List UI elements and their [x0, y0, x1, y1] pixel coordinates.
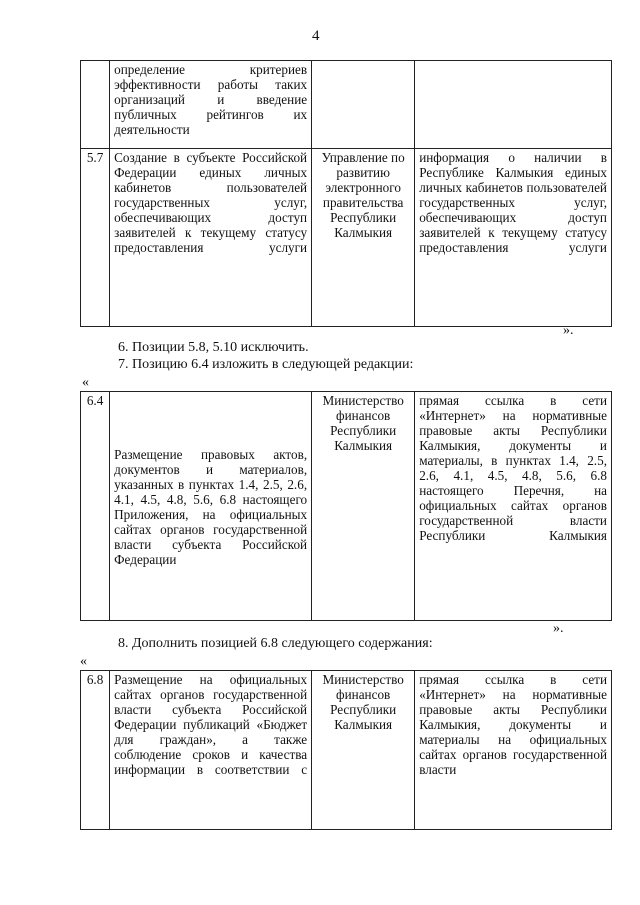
table-section-5: [80, 60, 612, 327]
table-row: [81, 671, 612, 830]
row-responsible: Министерство финансов Республики Калмыкия: [312, 671, 415, 830]
table-row: [81, 61, 612, 149]
row-responsible: [312, 61, 415, 149]
paragraph-8: 8. Дополнить позицией 6.8 следующего содержания:: [118, 636, 433, 651]
row-description: Создание в субъекте Российской Федерации единых личных кабинетов пользователей государственных услуг, обеспечивающих доступ заявителей к текущему статусу предоставления услуги: [110, 149, 312, 327]
closing-quote: ».: [563, 323, 574, 338]
row-number: 6.4: [81, 392, 110, 621]
table-position-6-8: [80, 670, 612, 830]
row-number: [81, 61, 110, 149]
paragraph-6: 6. Позиции 5.8, 5.10 исключить.: [118, 340, 309, 355]
table-row: [81, 149, 612, 327]
row-responsible: Управление по развитию электронного правительства Республики Калмыкия: [312, 149, 415, 327]
row-description: Размещение правовых актов, документов и материалов, указанных в пунктах 1.4, 2.5, 2.6, 4.1, 4.5, 4.8, 5.6, 6.8 настоящего Приложения, на официальных сайтах органов государственной власти субъекта Российской Федерации: [110, 392, 312, 621]
row-indicator: прямая ссылка в сети «Интернет» на нормативные правовые акты Республики Калмыкия, документы и материалы, в пунктах 1.4, 2.5, 2.6, 4.1, 4.5, 4.8, 5.6, 6.8 настоящего Перечня, на официальных сайтах органов государственной власти Республики Калмыкия: [415, 392, 612, 621]
opening-quote: «: [80, 654, 87, 669]
row-indicator: [415, 61, 612, 149]
table-position-6-4: [80, 391, 612, 621]
row-number: 5.7: [81, 149, 110, 327]
row-responsible: Министерство финансов Республики Калмыкия: [312, 392, 415, 621]
table-row: [81, 392, 612, 621]
row-number: 6.8: [81, 671, 110, 830]
row-indicator: прямая ссылка в сети «Интернет» на нормативные правовые акты Республики Калмыкия, документы и материалы на официальных сайтах органов государственной власти: [415, 671, 612, 830]
row-description: Размещение на официальных сайтах органов государственной власти субъекта Российской Федерации публикаций «Бюджет для граждан», а также соблюдение сроков и качества информации в соответствии с: [110, 671, 312, 830]
closing-quote: ».: [553, 621, 564, 636]
row-description: определение критериев эффективности работы таких организаций и введение публичных рейтингов их деятельности: [110, 61, 312, 149]
row-indicator: информация о наличии в Республике Калмыкия единых личных кабинетов пользователей государственных услуг, обеспечивающих доступ заявителей к текущему статусу предоставления услуги: [415, 149, 612, 327]
page-number: 4: [312, 28, 320, 44]
opening-quote: «: [82, 375, 89, 390]
paragraph-7: 7. Позицию 6.4 изложить в следующей редакции:: [118, 357, 414, 372]
